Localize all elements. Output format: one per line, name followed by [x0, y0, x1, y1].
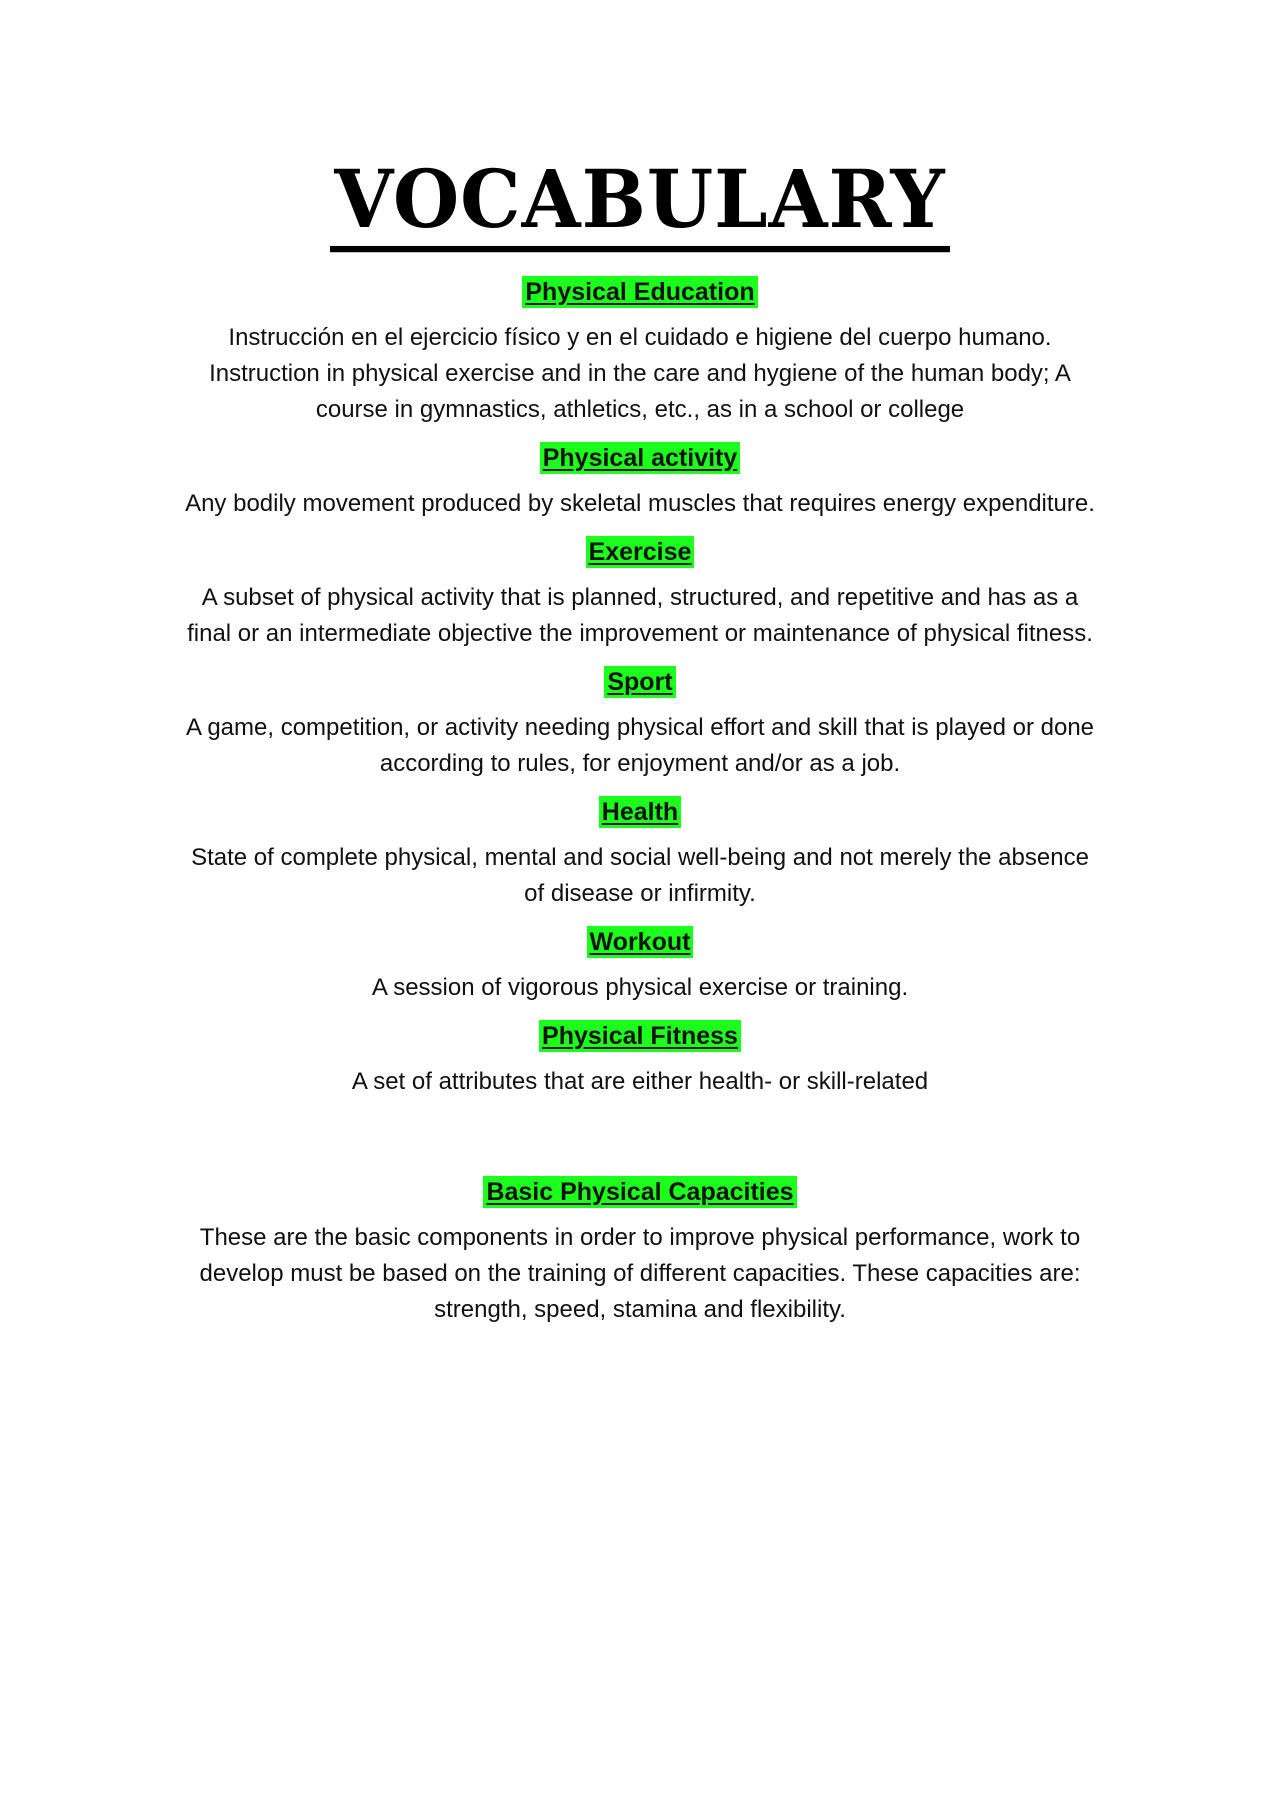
vocabulary-entry [180, 666, 1100, 782]
page-title: VOCABULARY [330, 158, 949, 253]
term-heading: Health [599, 796, 681, 828]
term-heading: Physical activity [540, 442, 741, 474]
vocabulary-entry [180, 442, 1100, 522]
vocabulary-entry [180, 1020, 1100, 1100]
term-definition: These are the basic components in order to improve physical performance, work to develop must be based on the training of different capacities. These capacities are: strength, speed, stamina and flexibility. [199, 1224, 1081, 1323]
term-definition: State of complete physical, mental and social well-being and not merely the absence of disease or infirmity. [191, 844, 1089, 907]
term-definition: A set of attributes that are either health- or skill-related [351, 1068, 929, 1095]
term-heading: Workout [587, 926, 694, 958]
term-definition: Instrucción en el ejercicio físico y en el cuidado e higiene del cuerpo humano. Instruction in physical exercise and in the care and hygiene of the human body; A course in gymnastics, athletics, etc., as in a school or college [209, 324, 1071, 423]
term-heading: Exercise [586, 536, 695, 568]
term-definition: A game, competition, or activity needing physical effort and skill that is played or done according to rules, for enjoyment and/or as a job. [185, 714, 1095, 777]
term-heading: Basic Physical Capacities [483, 1176, 796, 1208]
vocabulary-entry [180, 536, 1100, 652]
title-wrap [0, 152, 1280, 250]
vocabulary-entry [180, 276, 1100, 428]
vocabulary-entry [180, 926, 1100, 1006]
term-definition: A session of vigorous physical exercise or training. [371, 974, 909, 1001]
vocabulary-entry [180, 1176, 1100, 1328]
term-definition: A subset of physical activity that is planned, structured, and repetitive and has as a final or an intermediate objective the improvement or maintenance of physical fitness. [187, 584, 1093, 647]
term-heading: Sport [604, 666, 675, 698]
vocabulary-list [180, 276, 1100, 1342]
term-definition: Any bodily movement produced by skeletal muscles that requires energy expenditure. [185, 490, 1095, 517]
section-spacer [180, 1114, 1100, 1176]
vocabulary-entry [180, 796, 1100, 912]
term-heading: Physical Fitness [539, 1020, 741, 1052]
term-heading: Physical Education [522, 276, 757, 308]
